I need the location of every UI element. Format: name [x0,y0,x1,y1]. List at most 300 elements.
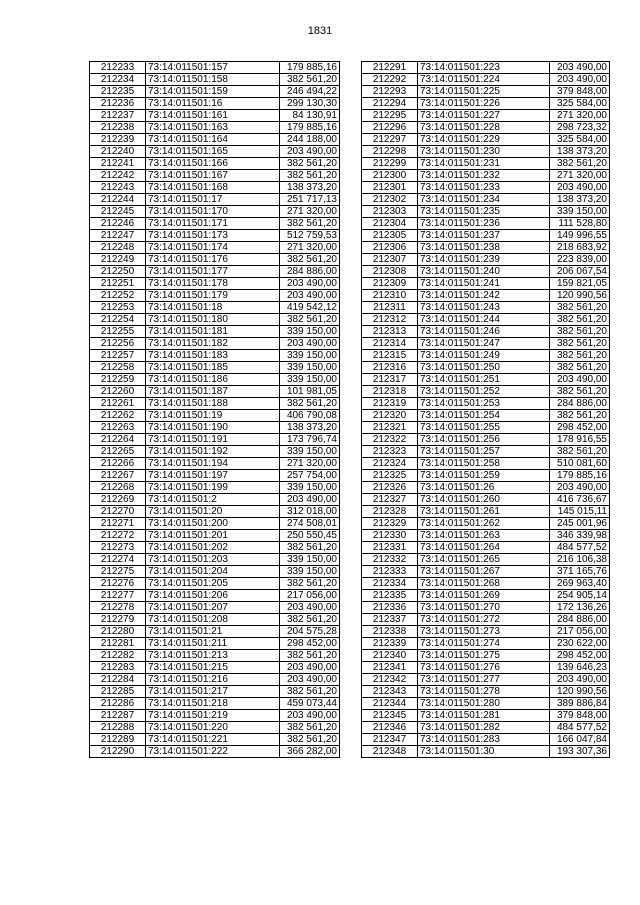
value-cell: 299 130,30 [280,98,340,110]
cadastral-number-cell: 73:14:011501:177 [146,266,280,278]
row-number-cell: 212292 [362,74,418,86]
table-row [362,518,610,530]
row-number-cell: 212277 [90,590,146,602]
value-cell: 269 963,40 [550,578,610,590]
table-row [90,182,340,194]
row-number-cell: 212323 [362,446,418,458]
row-number-cell: 212304 [362,218,418,230]
cadastral-number-cell: 73:14:011501:179 [146,290,280,302]
value-cell: 382 561,20 [280,398,340,410]
table-row [362,374,610,386]
table-row [362,146,610,158]
cadastral-number-cell: 73:14:011501:159 [146,86,280,98]
table-row [90,506,340,518]
table-row [362,602,610,614]
row-number-cell: 212246 [90,218,146,230]
row-number-cell: 212279 [90,614,146,626]
cadastral-number-cell: 73:14:011501:176 [146,254,280,266]
table-row [90,314,340,326]
row-number-cell: 212334 [362,578,418,590]
row-number-cell: 212303 [362,206,418,218]
cadastral-number-cell: 73:14:011501:200 [146,518,280,530]
table-row [90,170,340,182]
value-cell: 138 373,20 [280,182,340,194]
table-row [362,230,610,242]
table-row [90,686,340,698]
value-cell: 416 736,67 [550,494,610,506]
table-row [362,494,610,506]
table-row [90,518,340,530]
cadastral-number-cell: 73:14:011501:228 [418,122,550,134]
cadastral-number-cell: 73:14:011501:252 [418,386,550,398]
cadastral-number-cell: 73:14:011501:261 [418,506,550,518]
cadastral-number-cell: 73:14:011501:262 [418,518,550,530]
cadastral-number-cell: 73:14:011501:16 [146,98,280,110]
value-cell: 371 165,76 [550,566,610,578]
cadastral-number-cell: 73:14:011501:278 [418,686,550,698]
cadastral-number-cell: 73:14:011501:178 [146,278,280,290]
row-number-cell: 212260 [90,386,146,398]
table-row [90,638,340,650]
row-number-cell: 212314 [362,338,418,350]
row-number-cell: 212259 [90,374,146,386]
row-number-cell: 212234 [90,74,146,86]
row-number-cell: 212311 [362,302,418,314]
value-cell: 217 056,00 [550,626,610,638]
row-number-cell: 212282 [90,650,146,662]
value-cell: 379 848,00 [550,710,610,722]
value-cell: 510 081,60 [550,458,610,470]
cadastral-number-cell: 73:14:011501:221 [146,734,280,746]
cadastral-number-cell: 73:14:011501:197 [146,470,280,482]
table-row [90,386,340,398]
cadastral-number-cell: 73:14:011501:158 [146,74,280,86]
cadastral-number-cell: 73:14:011501:277 [418,674,550,686]
cadastral-number-cell: 73:14:011501:231 [418,158,550,170]
row-number-cell: 212324 [362,458,418,470]
row-number-cell: 212280 [90,626,146,638]
cadastral-number-cell: 73:14:011501:213 [146,650,280,662]
row-number-cell: 212316 [362,362,418,374]
value-cell: 203 490,00 [550,674,610,686]
cadastral-number-cell: 73:14:011501:283 [418,734,550,746]
value-cell: 382 561,20 [550,314,610,326]
row-number-cell: 212333 [362,566,418,578]
table-row [362,314,610,326]
cadastral-number-cell: 73:14:011501:201 [146,530,280,542]
table-row [362,506,610,518]
value-cell: 172 136,26 [550,602,610,614]
table-row [90,338,340,350]
value-cell: 382 561,20 [550,410,610,422]
value-cell: 484 577,52 [550,722,610,734]
row-number-cell: 212309 [362,278,418,290]
value-cell: 274 508,01 [280,518,340,530]
table-row [362,218,610,230]
value-cell: 246 494,22 [280,86,340,98]
value-cell: 257 754,00 [280,470,340,482]
value-cell: 312 018,00 [280,506,340,518]
row-number-cell: 212345 [362,710,418,722]
table-row [362,686,610,698]
cadastral-number-cell: 73:14:011501:203 [146,554,280,566]
row-number-cell: 212242 [90,170,146,182]
row-number-cell: 212332 [362,554,418,566]
table-row [362,206,610,218]
table-row [362,266,610,278]
row-number-cell: 212236 [90,98,146,110]
value-cell: 298 452,00 [550,650,610,662]
row-number-cell: 212343 [362,686,418,698]
table-row [90,374,340,386]
cadastral-number-cell: 73:14:011501:165 [146,146,280,158]
row-number-cell: 212268 [90,482,146,494]
cadastral-number-cell: 73:14:011501:208 [146,614,280,626]
value-cell: 382 561,20 [550,302,610,314]
cadastral-number-cell: 73:14:011501:26 [418,482,550,494]
table-row [362,326,610,338]
value-cell: 339 150,00 [280,350,340,362]
table-row [362,458,610,470]
cadastral-number-cell: 73:14:011501:157 [146,62,280,74]
cadastral-number-cell: 73:14:011501:250 [418,362,550,374]
table-row [90,446,340,458]
row-number-cell: 212336 [362,602,418,614]
row-number-cell: 212252 [90,290,146,302]
row-number-cell: 212302 [362,194,418,206]
table-row [90,326,340,338]
value-cell: 382 561,20 [280,578,340,590]
value-cell: 204 575,28 [280,626,340,638]
value-cell: 382 561,20 [280,158,340,170]
cadastral-number-cell: 73:14:011501:2 [146,494,280,506]
row-number-cell: 212266 [90,458,146,470]
row-number-cell: 212251 [90,278,146,290]
value-cell: 419 542,12 [280,302,340,314]
cadastral-number-cell: 73:14:011501:161 [146,110,280,122]
table-row [90,710,340,722]
table-body [362,62,610,758]
value-cell: 382 561,20 [280,254,340,266]
row-number-cell: 212281 [90,638,146,650]
value-cell: 382 561,20 [280,218,340,230]
table-row [362,170,610,182]
cadastral-number-cell: 73:14:011501:254 [418,410,550,422]
cadastral-number-cell: 73:14:011501:211 [146,638,280,650]
table-row [90,362,340,374]
cadastral-number-cell: 73:14:011501:229 [418,134,550,146]
value-cell: 203 490,00 [280,146,340,158]
table-row [90,590,340,602]
table-row [90,578,340,590]
cadastral-number-cell: 73:14:011501:18 [146,302,280,314]
cadastral-number-cell: 73:14:011501:240 [418,266,550,278]
table-row [362,362,610,374]
value-cell: 339 150,00 [280,482,340,494]
table-row [362,662,610,674]
row-number-cell: 212248 [90,242,146,254]
table-row [362,158,610,170]
cadastral-number-cell: 73:14:011501:232 [418,170,550,182]
page-number: 1831 [307,25,333,37]
table-row [362,626,610,638]
row-number-cell: 212274 [90,554,146,566]
cadastral-number-cell: 73:14:011501:280 [418,698,550,710]
table-row [90,194,340,206]
value-cell: 339 150,00 [280,326,340,338]
table-row [90,566,340,578]
row-number-cell: 212297 [362,134,418,146]
cadastral-number-cell: 73:14:011501:187 [146,386,280,398]
row-number-cell: 212247 [90,230,146,242]
value-cell: 230 622,00 [550,638,610,650]
cadastral-number-cell: 73:14:011501:216 [146,674,280,686]
row-number-cell: 212283 [90,662,146,674]
cadastral-number-cell: 73:14:011501:236 [418,218,550,230]
row-number-cell: 212284 [90,674,146,686]
table-row [90,698,340,710]
cadastral-number-cell: 73:14:011501:17 [146,194,280,206]
cadastral-number-cell: 73:14:011501:264 [418,542,550,554]
cadastral-number-cell: 73:14:011501:235 [418,206,550,218]
value-cell: 216 106,38 [550,554,610,566]
table-row [90,662,340,674]
cadastral-number-cell: 73:14:011501:202 [146,542,280,554]
row-number-cell: 212238 [90,122,146,134]
cadastral-number-cell: 73:14:011501:194 [146,458,280,470]
value-cell: 366 282,00 [280,746,340,758]
value-cell: 284 886,00 [550,614,610,626]
value-cell: 382 561,20 [550,386,610,398]
value-cell: 339 150,00 [280,566,340,578]
table-row [362,554,610,566]
row-number-cell: 212254 [90,314,146,326]
table-row [362,122,610,134]
cadastral-number-cell: 73:14:011501:215 [146,662,280,674]
row-number-cell: 212301 [362,182,418,194]
table-row [90,470,340,482]
value-cell: 512 759,53 [280,230,340,242]
table-row [90,722,340,734]
table-row [362,698,610,710]
table-row [362,86,610,98]
value-cell: 298 723,32 [550,122,610,134]
value-cell: 382 561,20 [280,650,340,662]
row-number-cell: 212250 [90,266,146,278]
row-number-cell: 212307 [362,254,418,266]
cadastral-number-cell: 73:14:011501:224 [418,74,550,86]
table-row [90,746,340,758]
row-number-cell: 212240 [90,146,146,158]
value-cell: 382 561,20 [280,722,340,734]
cadastral-number-cell: 73:14:011501:227 [418,110,550,122]
value-cell: 139 646,23 [550,662,610,674]
cadastral-number-cell: 73:14:011501:239 [418,254,550,266]
cadastral-number-cell: 73:14:011501:253 [418,398,550,410]
value-cell: 339 150,00 [280,374,340,386]
value-cell: 389 886,84 [550,698,610,710]
value-cell: 159 821,05 [550,278,610,290]
cadastral-number-cell: 73:14:011501:204 [146,566,280,578]
table-row [90,254,340,266]
row-number-cell: 212290 [90,746,146,758]
table-row [362,410,610,422]
value-cell: 382 561,20 [280,314,340,326]
row-number-cell: 212296 [362,122,418,134]
value-cell: 382 561,20 [280,686,340,698]
cadastral-number-cell: 73:14:011501:192 [146,446,280,458]
value-cell: 325 584,00 [550,98,610,110]
table-row [362,638,610,650]
cadastral-number-cell: 73:14:011501:207 [146,602,280,614]
cadastral-number-cell: 73:14:011501:272 [418,614,550,626]
row-number-cell: 212308 [362,266,418,278]
value-cell: 149 996,55 [550,230,610,242]
value-cell: 111 528,80 [550,218,610,230]
row-number-cell: 212321 [362,422,418,434]
row-number-cell: 212346 [362,722,418,734]
table-row [90,158,340,170]
value-cell: 193 307,36 [550,746,610,758]
row-number-cell: 212264 [90,434,146,446]
row-number-cell: 212289 [90,734,146,746]
row-number-cell: 212256 [90,338,146,350]
value-cell: 382 561,20 [550,350,610,362]
value-cell: 382 561,20 [550,326,610,338]
row-number-cell: 212257 [90,350,146,362]
cadastral-number-cell: 73:14:011501:243 [418,302,550,314]
value-cell: 382 561,20 [550,338,610,350]
table-row [362,278,610,290]
value-cell: 203 490,00 [280,278,340,290]
value-cell: 382 561,20 [550,158,610,170]
table-row [362,74,610,86]
row-number-cell: 212249 [90,254,146,266]
table-row [362,62,610,74]
row-number-cell: 212331 [362,542,418,554]
table-row [362,302,610,314]
row-number-cell: 212312 [362,314,418,326]
row-number-cell: 212272 [90,530,146,542]
value-cell: 218 683,92 [550,242,610,254]
value-cell: 166 047,84 [550,734,610,746]
table-row [362,470,610,482]
value-cell: 382 561,20 [280,614,340,626]
row-number-cell: 212342 [362,674,418,686]
cadastral-number-cell: 73:14:011501:275 [418,650,550,662]
row-number-cell: 212328 [362,506,418,518]
value-cell: 138 373,20 [550,194,610,206]
cadastral-number-cell: 73:14:011501:238 [418,242,550,254]
cadastral-number-cell: 73:14:011501:258 [418,458,550,470]
row-number-cell: 212253 [90,302,146,314]
value-cell: 203 490,00 [550,182,610,194]
value-cell: 203 490,00 [550,62,610,74]
value-cell: 179 885,16 [280,122,340,134]
table-row [362,254,610,266]
registry-table-right [361,61,610,758]
row-number-cell: 212293 [362,86,418,98]
cadastral-number-cell: 73:14:011501:218 [146,698,280,710]
value-cell: 339 150,00 [280,554,340,566]
value-cell: 178 916,55 [550,434,610,446]
cadastral-number-cell: 73:14:011501:183 [146,350,280,362]
value-cell: 339 150,00 [280,362,340,374]
value-cell: 120 990,56 [550,686,610,698]
cadastral-number-cell: 73:14:011501:199 [146,482,280,494]
row-number-cell: 212258 [90,362,146,374]
table-row [90,614,340,626]
value-cell: 244 188,00 [280,134,340,146]
cadastral-number-cell: 73:14:011501:226 [418,98,550,110]
value-cell: 203 490,00 [280,710,340,722]
value-cell: 138 373,20 [280,422,340,434]
row-number-cell: 212267 [90,470,146,482]
value-cell: 271 320,00 [280,242,340,254]
cadastral-number-cell: 73:14:011501:256 [418,434,550,446]
value-cell: 203 490,00 [550,374,610,386]
value-cell: 298 452,00 [550,422,610,434]
value-cell: 284 886,00 [280,266,340,278]
row-number-cell: 212273 [90,542,146,554]
value-cell: 382 561,20 [550,446,610,458]
cadastral-number-cell: 73:14:011501:185 [146,362,280,374]
table-row [362,614,610,626]
table-row [90,146,340,158]
table-row [90,410,340,422]
cadastral-number-cell: 73:14:011501:170 [146,206,280,218]
row-number-cell: 212241 [90,158,146,170]
row-number-cell: 212306 [362,242,418,254]
table-row [90,434,340,446]
row-number-cell: 212341 [362,662,418,674]
row-number-cell: 212340 [362,650,418,662]
cadastral-number-cell: 73:14:011501:268 [418,578,550,590]
cadastral-number-cell: 73:14:011501:251 [418,374,550,386]
registry-table-left [89,61,340,758]
value-cell: 382 561,20 [280,74,340,86]
row-number-cell: 212317 [362,374,418,386]
table-row [90,482,340,494]
value-cell: 298 452,00 [280,638,340,650]
row-number-cell: 212313 [362,326,418,338]
row-number-cell: 212310 [362,290,418,302]
table-row [362,734,610,746]
row-number-cell: 212329 [362,518,418,530]
value-cell: 339 150,00 [550,206,610,218]
row-number-cell: 212337 [362,614,418,626]
row-number-cell: 212263 [90,422,146,434]
value-cell: 382 561,20 [280,542,340,554]
cadastral-number-cell: 73:14:011501:230 [418,146,550,158]
value-cell: 284 886,00 [550,398,610,410]
value-cell: 325 584,00 [550,134,610,146]
table-row [362,398,610,410]
table-row [362,542,610,554]
table-row [90,734,340,746]
table-row [90,98,340,110]
cadastral-number-cell: 73:14:011501:163 [146,122,280,134]
row-number-cell: 212338 [362,626,418,638]
value-cell: 379 848,00 [550,86,610,98]
table-row [90,554,340,566]
row-number-cell: 212300 [362,170,418,182]
value-cell: 203 490,00 [280,338,340,350]
row-number-cell: 212285 [90,686,146,698]
value-cell: 459 073,44 [280,698,340,710]
cadastral-number-cell: 73:14:011501:206 [146,590,280,602]
cadastral-number-cell: 73:14:011501:217 [146,686,280,698]
